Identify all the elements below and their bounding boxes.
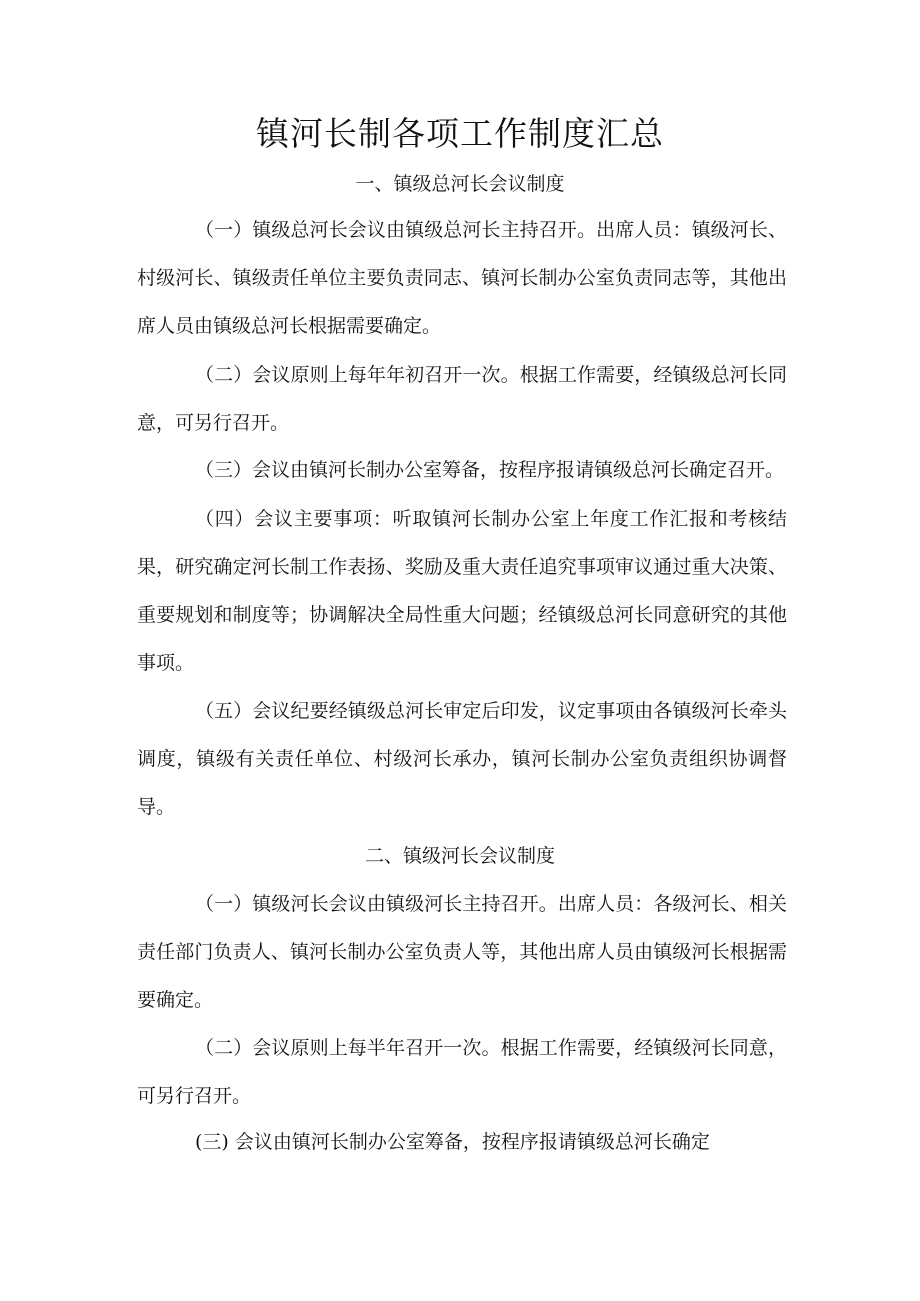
paragraph: （一）镇级河长会议由镇级河长主持召开。出席人员：各级河长、相关责任部门负责人、镇河长制办公室负责人等，其他出席人员由镇级河长根据需要确定。: [137, 893, 787, 1011]
section-heading-2: 二、镇级河长会议制度: [364, 845, 555, 867]
paragraph: （三）会议由镇河长制办公室筹备，按程序报请镇级总河长确定召开。: [195, 459, 785, 481]
paragraph: （四）会议主要事项：听取镇河长制办公室上年度工作汇报和考核结果，研究确定河长制工作表扬、奖励及重大责任追究事项审议通过重大决策、重要规划和制度等；协调解决全局性重大问题；经镇级总河长同意研究的其他事项。: [137, 508, 787, 674]
paragraph: （五）会议纪要经镇级总河长审定后印发，议定事项由各镇级河长牵头调度，镇级有关责任单位、村级河长承办，镇河长制办公室负责组织协调督导。: [137, 700, 787, 818]
paragraph: （一）镇级总河长会议由镇级总河长主持召开。出席人员：镇级河长、村级河长、镇级责任单位主要负责同志、镇河长制办公室负责同志等，其他出席人员由镇级总河长根据需要确定。: [137, 219, 787, 337]
paragraph: (三) 会议由镇河长制办公室筹备，按程序报请镇级总河长确定: [195, 1131, 710, 1153]
document-title: 镇河长制各项工作制度汇总: [256, 114, 664, 153]
section-heading-1: 一、镇级总河长会议制度: [355, 173, 565, 195]
paragraph: （二）会议原则上每年年初召开一次。根据工作需要，经镇级总河长同意，可另行召开。: [137, 364, 787, 434]
paragraph: （二）会议原则上每半年召开一次。根据工作需要，经镇级河长同意，可另行召开。: [137, 1037, 787, 1107]
